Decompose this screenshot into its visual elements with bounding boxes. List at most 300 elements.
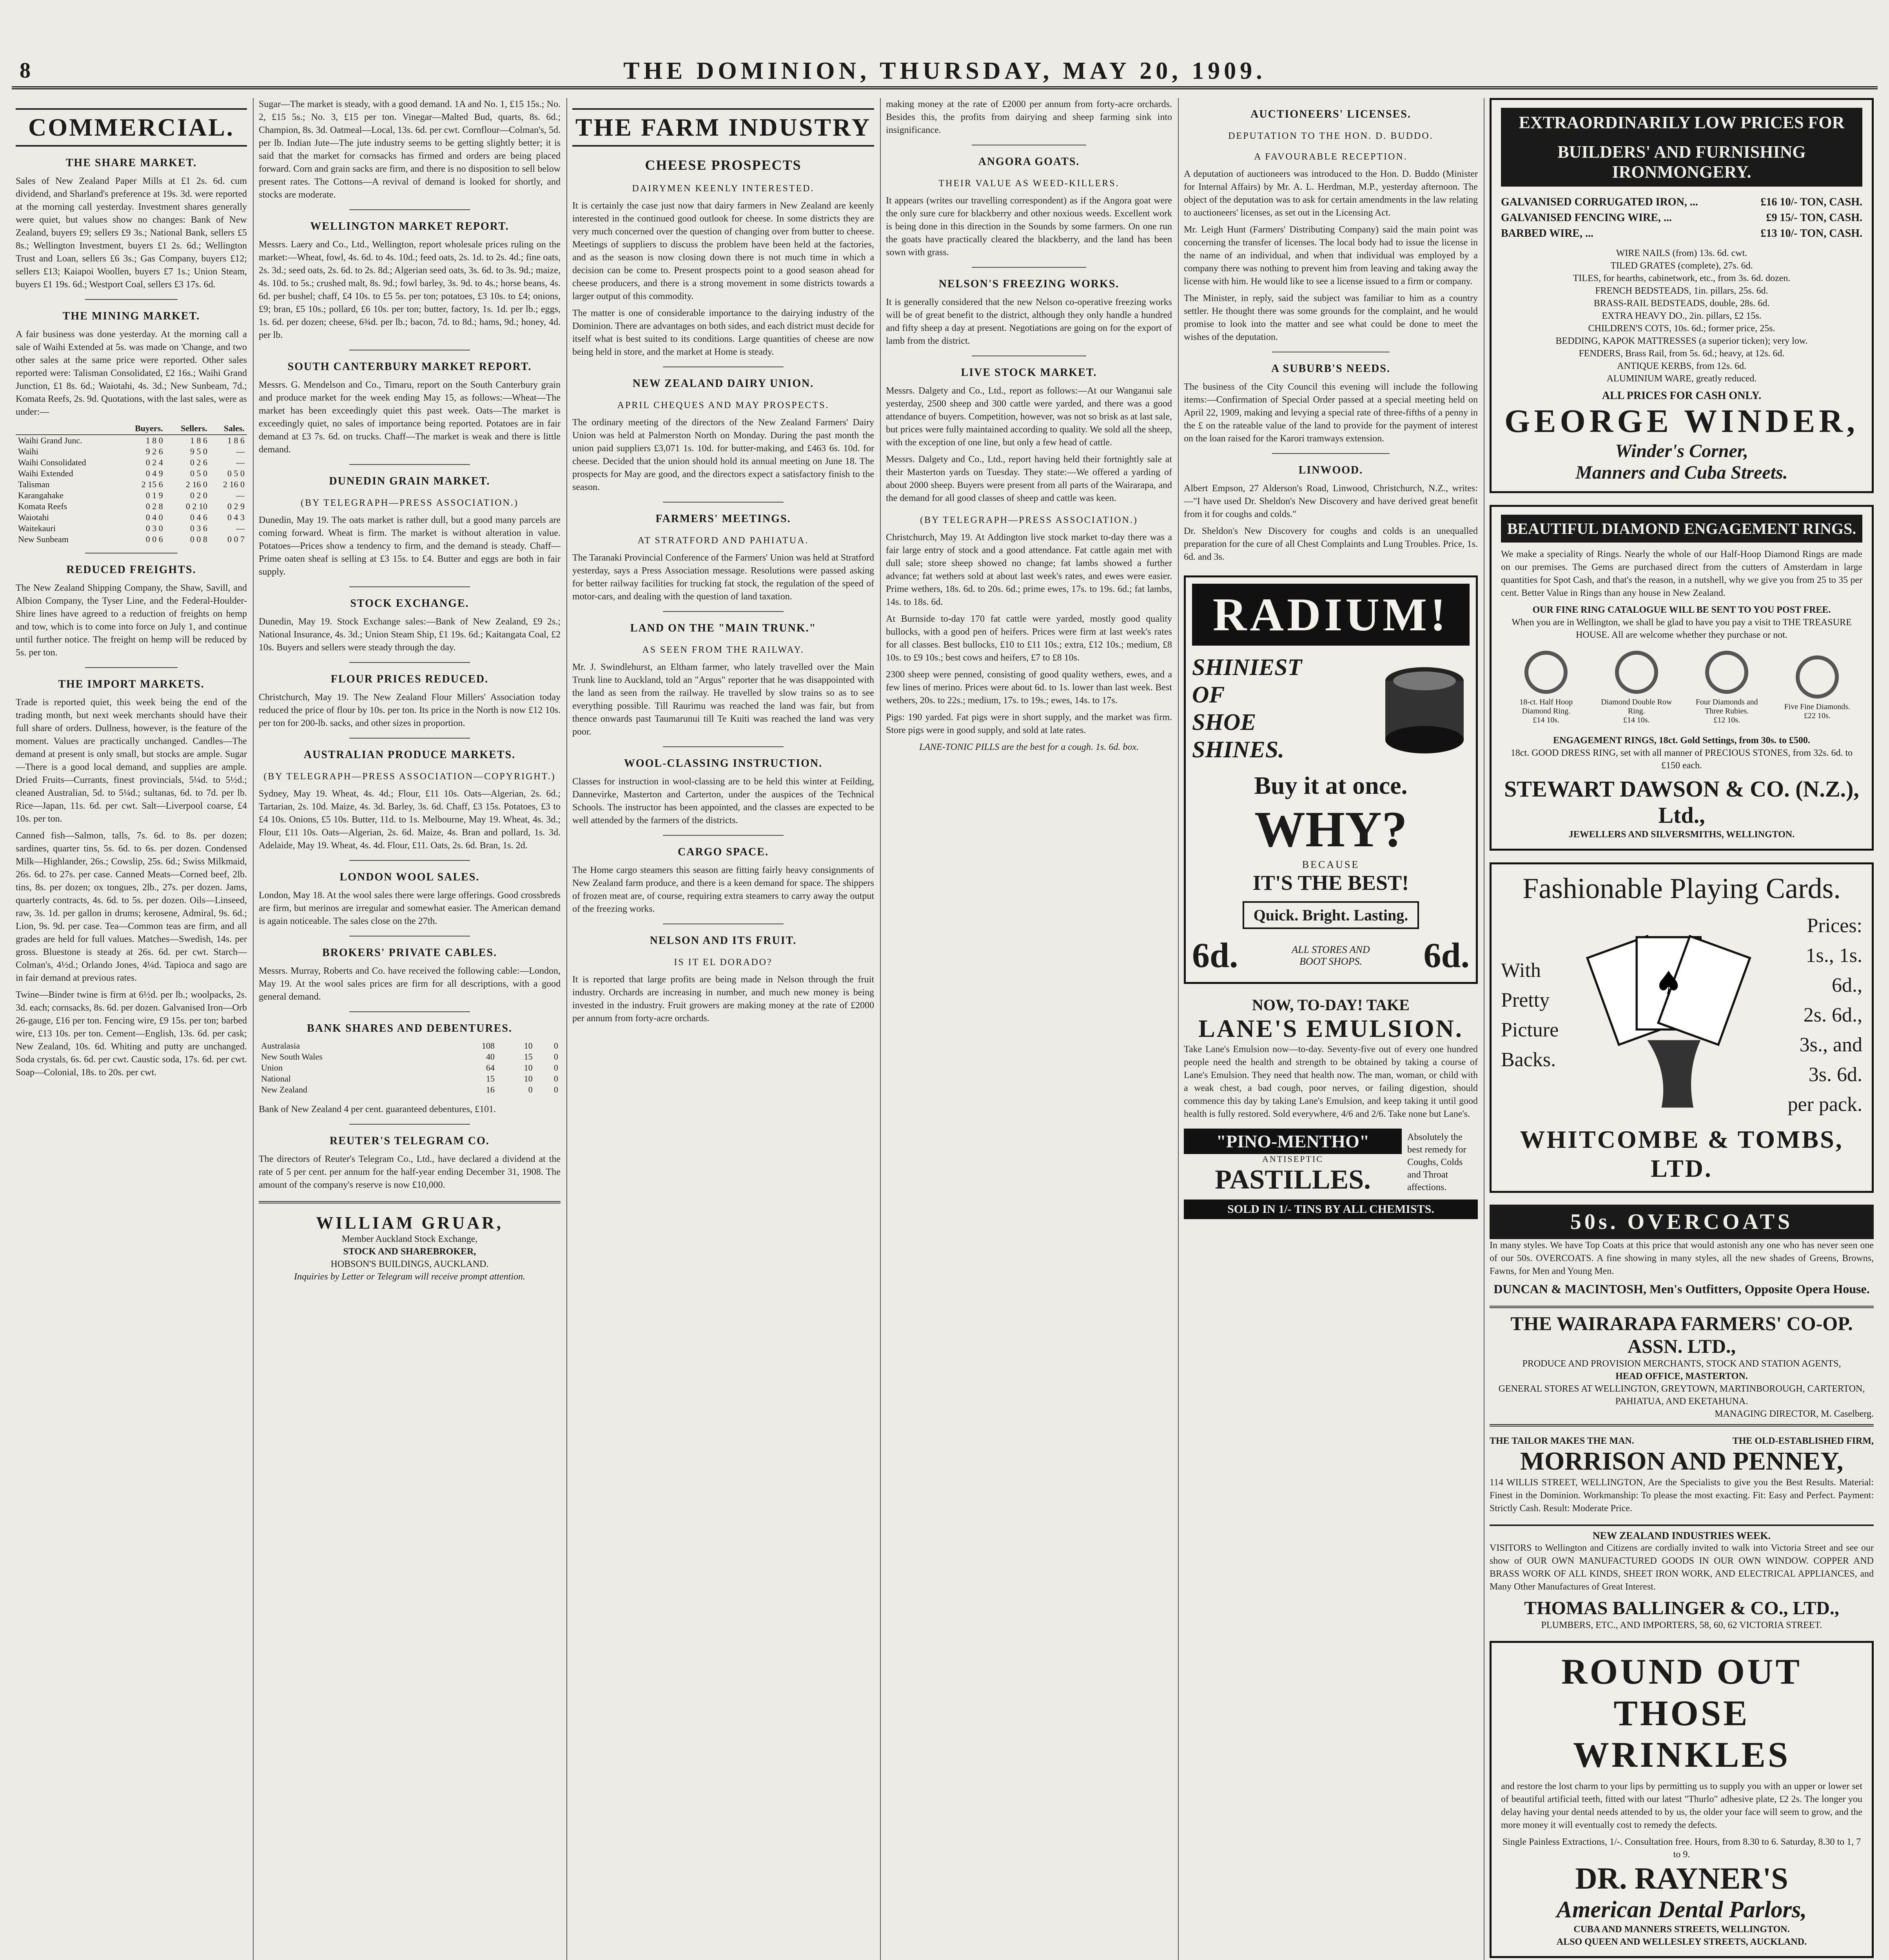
table-cell: 0 4 0 bbox=[145, 512, 163, 522]
stewart-dawson-name: STEWART DAWSON & CO. (N.Z.), Ltd., bbox=[1504, 776, 1859, 828]
table-cell: 64 bbox=[486, 1063, 495, 1073]
table-cell: 0 2 9 bbox=[227, 501, 245, 511]
rayner-text: and restore the lost charm to your lips by permitting us to supply you with an upper or lower set of beautiful artificial teeth, fitted with our latest "Thurlo" adhesive plate, £2 2s. The longer you delay having your dental needs attended to by us, the older your face will seem to grow, and the more money it will eventually cost to remedy the defects. bbox=[1501, 1781, 1862, 1830]
masthead bbox=[12, 55, 1878, 89]
table-row bbox=[16, 457, 247, 468]
article-heading: FARMERS' MEETINGS. bbox=[655, 513, 791, 525]
rayner-address: CUBA AND MANNERS STREETS, WELLINGTON. bbox=[1573, 1924, 1790, 1935]
winder-name: GEORGE WINDER, bbox=[1504, 403, 1859, 439]
table-cell: 0 2 6 bbox=[190, 457, 207, 467]
broker-ad-footnote: Inquiries by Letter or Telegram will receive prompt attention. bbox=[294, 1272, 525, 1282]
article-heading: ANGORA GOATS. bbox=[978, 156, 1080, 168]
column-auctioneers bbox=[1184, 98, 1478, 1960]
article-text: Messrs. Dalgety and Co., Ltd., report as follows:—At our Wanganui sale yesterday, 2500 sheep and 300 cattle were yarded, and there was a good attendance of buyers. Competition, however, was not so brisk as at last sale, but prices were fully maintained according to quality. We sold all the sheep, with the exception of one line, but only a few head of cattle. bbox=[886, 386, 1172, 448]
divider bbox=[972, 267, 1086, 268]
table-cell: 0 1 9 bbox=[145, 490, 163, 500]
article-text: Twine—Binder twine is firm at 6½d. per lb.; woolpacks, 2s. 3d. each; cornsacks, 8s. 6d. per dozen. Galvanised Iron—Orb 26-gauge, £16 per ton. Fencing wire, £9 15s. per ton; barbed wire, £13 10s. per ton. Cement—English, 13s. 6d. per cask; New Zealand, 10s. 6d. Whiting and putty are unchanged. Soda crystals, 6s. 6d. per cwt. Caustic soda, 17s. 6d. per cwt. Soap—Colonial, 18s. to 20s. per cwt. bbox=[16, 990, 247, 1078]
article-heading: LONDON WOOL SALES. bbox=[339, 871, 480, 883]
pino-foot: SOLD IN 1/- TINS BY ALL CHEMISTS. bbox=[1184, 1200, 1478, 1219]
table-cell: 0 4 3 bbox=[227, 512, 245, 522]
bank-shares-table bbox=[259, 1040, 561, 1095]
winder-corner: Winder's Corner, bbox=[1615, 441, 1748, 461]
table-cell: 10 bbox=[524, 1074, 533, 1083]
article-text: Trade is reported quiet, this week being the end of the trading month, but next week merchants should have their full share of orders. Dullness, however, is the feature of the moment. Values are practically unchanged. Candles—The demand at present is only small, but stocks are ample. Sugar—There is a good local demand, and supplies are ample. Dried Fruits—Currants, finest provincials, 5¼d. to 5½d.; cleaned Australian, 5d. to 5¼d.; sultanas, 6d. to 7d. per lb. Rice—Japan, 11s. 6d. per cwt. Salt—Liverpool coarse, £4 10s. per ton. bbox=[16, 697, 247, 824]
ironmongery-title: BUILDERS' AND FURNISHING IRONMONGERY. bbox=[1501, 137, 1862, 187]
table-cell: 0 5 0 bbox=[190, 468, 207, 478]
broker-ad-line: STOCK AND SHAREBROKER, bbox=[343, 1247, 476, 1257]
overcoats-text: In many styles. We have Top Coats at this price that would astonish any one who has never seen one of our 50s. OVERCOATS. A fine showing in many styles, all the new shades of Greens, Browns, Fawns, for Men and Young Men. bbox=[1490, 1240, 1874, 1276]
table-cell: New Sunbeam bbox=[18, 534, 69, 544]
article-text: A deputation of auctioneers was introduced to the Hon. D. Buddo (Minister for Internal Affairs) by Mr. A. L. Herdman, M.P., yesterday afternoon. The object of the deputation was to ask for certain amendments in the law relating to auctioneers' licenses, as set out in the Licensing Act. bbox=[1184, 169, 1478, 218]
radium-tagline: SHINES. bbox=[1192, 737, 1285, 762]
table-row bbox=[16, 468, 247, 479]
divider bbox=[349, 860, 470, 861]
table-cell: 2 16 0 bbox=[185, 479, 207, 489]
article-text: Classes for instruction in wool-classing are to be held this winter at Feilding, Dannevirke, Masterton and Carterton, under the auspices of the Technical Schools. The instructor has been appointed, and the classes are expected to be well attended by the farmers of the districts. bbox=[572, 777, 874, 826]
telegraph-credit: (BY TELEGRAPH—PRESS ASSOCIATION.) bbox=[920, 515, 1138, 525]
table-row bbox=[16, 435, 247, 446]
tailor-left: THE TAILOR MAKES THE MAN. bbox=[1490, 1436, 1634, 1446]
rings-title: BEAUTIFUL DIAMOND ENGAGEMENT RINGS. bbox=[1501, 515, 1862, 543]
ring-price: £22 10s. bbox=[1804, 711, 1831, 720]
article-text: Bank of New Zealand 4 per cent. guaranteed debentures, £101. bbox=[259, 1104, 496, 1114]
table-cell: 0 2 0 bbox=[190, 490, 207, 500]
winder-streets: Manners and Cuba Streets. bbox=[1575, 462, 1788, 483]
ballinger-ad bbox=[1490, 1524, 1874, 1632]
article-heading: AUSTRALIAN PRODUCE MARKETS. bbox=[303, 749, 516, 761]
cards-left-line: Picture bbox=[1501, 1019, 1559, 1041]
table-row bbox=[259, 1084, 561, 1095]
table-cell: Karangahake bbox=[18, 490, 64, 500]
ballinger-sub: PLUMBERS, ETC., AND IMPORTERS, 58, 60, 62 VICTORIA STREET. bbox=[1541, 1620, 1822, 1630]
ring-item bbox=[1687, 651, 1767, 725]
article-text: The matter is one of considerable importance to the dairying industry of the Dominion. There are advantages on both sides, and each district must decide for itself what is best suited to its conditions. Large quantities of cheese are now being held in store, and the market at Home is steady. bbox=[572, 308, 874, 357]
table-cell: Waihi Extended bbox=[18, 468, 73, 478]
table-cell: 0 3 0 bbox=[145, 523, 163, 533]
article-subheading: DEPUTATION TO THE HON. D. BUDDO. bbox=[1228, 131, 1434, 141]
table-cell: New South Wales bbox=[261, 1052, 323, 1062]
article-text: The business of the City Council this evening will include the following items:—Confirmation of Special Order passed at a special meeting held on April 22, 1909, making and levying a special rate of three-fifths of a penny in the £ on the rateable value of the land to provide for the payment of interest on the loan raised for the Karori tramways extension. bbox=[1184, 382, 1478, 444]
ironmongery-title: EXTRAORDINARILY LOW PRICES FOR bbox=[1501, 108, 1862, 137]
divider bbox=[349, 209, 470, 210]
lanes-name: LANE'S EMULSION. bbox=[1198, 1014, 1463, 1042]
ring-price: £14 10s. bbox=[1533, 716, 1560, 724]
rings-visit: When you are in Wellington, we shall be glad to have you pay a visit to THE TREASURE HOUSE. All are welcome whether they purchase or not. bbox=[1512, 617, 1852, 640]
wairarapa-line: HEAD OFFICE, MASTERTON. bbox=[1615, 1371, 1748, 1381]
radium-quick: Quick. Bright. Lasting. bbox=[1243, 901, 1419, 929]
table-cell: — bbox=[236, 490, 245, 500]
pino-name2: PASTILLES. bbox=[1215, 1165, 1371, 1195]
article-heading: LIVE STOCK MARKET. bbox=[961, 367, 1097, 379]
radium-stores: ALL STORES AND BOOT SHOPS. bbox=[1292, 944, 1370, 967]
table-cell: Union bbox=[261, 1063, 283, 1073]
table-cell: Waihi Consolidated bbox=[18, 457, 86, 467]
morrison-penney-name: MORRISON AND PENNEY, bbox=[1520, 1447, 1844, 1475]
table-header: Sales. bbox=[210, 423, 247, 435]
ring-icon bbox=[1524, 651, 1568, 694]
cards-price-text bbox=[1779, 911, 1862, 1120]
page-number: 8 bbox=[20, 58, 31, 83]
table-cell: 0 0 7 bbox=[227, 534, 245, 544]
ironmongery-price-list bbox=[1501, 194, 1862, 241]
table-cell: — bbox=[236, 446, 245, 456]
radium-tagline: SHOE bbox=[1192, 709, 1256, 735]
ring-price: £14 10s. bbox=[1623, 716, 1650, 724]
column-advertisements bbox=[1490, 98, 1874, 1960]
article-heading: LAND ON THE "MAIN TRUNK." bbox=[630, 622, 817, 634]
ironmongery-item: BRASS-RAIL BEDSTEADS, double, 28s. 6d. bbox=[1593, 298, 1770, 309]
rayner-address: ALSO QUEEN AND WELLESLEY STREETS, AUCKLAND. bbox=[1556, 1937, 1807, 1947]
table-cell: 15 bbox=[486, 1074, 495, 1083]
radium-price: 6d. bbox=[1192, 936, 1238, 975]
article-text: Christchurch, May 19. The New Zealand Flour Millers' Association today reduced the price of flour by 10s. per ton. Its price in the North is now £12 10s. per ton for 200-lb. sacks, and other sizes in proportion. bbox=[259, 692, 561, 728]
ring-icon bbox=[1796, 655, 1839, 699]
ring-name: 18-ct. Half Hoop Diamond Ring. bbox=[1519, 698, 1573, 715]
article-text: It is reported that large profits are being made in Nelson through the fruit industry. Orchards are increasing in number, and much new money is being invested in the industry. Fruit growers are making money at the rate of £2000 per annum from forty-acre orchards. bbox=[572, 975, 874, 1024]
table-cell: New Zealand bbox=[261, 1085, 307, 1094]
article-text: Mr. Leigh Hunt (Farmers' Distributing Company) said the main point was concerning the transfer of licenses. The local body had to issue the license in the name of an individual, and when that individual was employed by a company there was nothing to prevent him from leaving and taking away the license with him. He would like to see a license issued to a firm or company. bbox=[1184, 225, 1478, 287]
tailor-ad bbox=[1490, 1436, 1874, 1515]
table-header: Buyers. bbox=[119, 423, 165, 435]
telegraph-credit: (BY TELEGRAPH—PRESS ASSOCIATION.) bbox=[301, 498, 519, 508]
divider bbox=[663, 835, 784, 836]
table-row bbox=[259, 1040, 561, 1051]
rayner-title: THOSE WRINKLES bbox=[1573, 1693, 1791, 1775]
ring-name: Four Diamonds and Three Rubies. bbox=[1695, 698, 1758, 715]
article-text: Sydney, May 19. Wheat, 4s. 4d.; Flour, £11 10s. Oats—Algerian, 2s. 6d.; Tartarian, 2s. 10d. Maize, 4s. 3d. Barley, 3s. 6d. Chaff, £3 15s. Potatoes, £3 to £4 10s. Onions, £5 10s. Butter, 11d. to 1s. Melbourne, May 19. Wheat, 4s. 3d.; Flour, £11 10s. Oats—Algerian, 2s. 6d. Maize, 4s. Bran and pollard, 1s. 3d. Adelaide, May 19. Wheat, 4s. 4d. Flour, £11. Oats, 2s. 6d. Bran, 1s. 2d. bbox=[259, 789, 561, 851]
article-text: It is certainly the case just now that dairy farmers in New Zealand are keenly interested in the continued good outlook for cheese. In some districts they are very much concerned over the question of changing over from butter to cheese. Meetings of suppliers to discuss the problem have been held at the factories, and as the season is now closing down there is not much time in which a decision can be come to. Present prospects point to a good season ahead for cheese producers, and there is a strong movement in some districts towards a larger output of this commodity. bbox=[572, 201, 874, 301]
ironmongery-items bbox=[1501, 247, 1862, 385]
mining-quotations-table bbox=[16, 423, 247, 545]
table-cell: 9 2 6 bbox=[145, 446, 163, 456]
radium-price: 6d. bbox=[1423, 936, 1470, 975]
table-cell: Australasia bbox=[261, 1041, 300, 1051]
playing-cards-ad bbox=[1490, 862, 1874, 1193]
stewart-dawson-sub: JEWELLERS AND SILVERSMITHS, WELLINGTON. bbox=[1568, 829, 1795, 840]
article-text: The Home cargo steamers this season are fitting fairly heavy consignments of New Zealand farm produce, and there is a keen demand for space. The shippers of frozen meat are, of course, requiring extra steamers to carry away the output of the freezing works. bbox=[572, 865, 874, 914]
table-cell: 10 bbox=[524, 1041, 533, 1051]
article-text: The New Zealand Shipping Company, the Shaw, Savill, and Albion Company, the Tyser Line, and the Federal-Houlder-Shire lines have agreed to a reduction of freights on hemp and tow, which is to come into force on July 1, and continue until further notice. The freight on hemp will be reduced by 5s. per ton. bbox=[16, 583, 247, 658]
rings-catalogue: OUR FINE RING CATALOGUE WILL BE SENT TO YOU POST FREE. bbox=[1532, 605, 1831, 615]
ring-price: £12 10s. bbox=[1713, 716, 1740, 724]
ironmongery-item: TILED GRATES (complete), 27s. 6d. bbox=[1610, 261, 1753, 271]
cards-left-line: Backs. bbox=[1501, 1049, 1556, 1071]
table-cell: 0 bbox=[528, 1085, 533, 1094]
divider bbox=[1272, 453, 1390, 454]
article-text: Albert Empson, 27 Alderson's Road, Linwood, Christchurch, N.Z., writes:—"I have used Dr. Sheldon's New Discovery and have derived great benefit from it for coughs and colds." bbox=[1184, 483, 1478, 519]
table-row bbox=[16, 501, 247, 512]
divider bbox=[349, 662, 470, 663]
cards-price-line: 1s., 1s. 6d., bbox=[1806, 944, 1862, 996]
table-cell: 0 bbox=[554, 1052, 558, 1062]
price-item: BARBED WIRE, ... bbox=[1501, 227, 1593, 240]
section-heading: COMMERCIAL. bbox=[16, 108, 247, 147]
ironmongery-item: WIRE NAILS (from) 13s. 6d. cwt. bbox=[1616, 248, 1747, 258]
table-cell: 0 0 6 bbox=[145, 534, 163, 544]
polish-tin-icon bbox=[1379, 657, 1470, 759]
article-text: Christchurch, May 19. At Addington live stock market to-day there was a fair large entry of stock and a good attendance. Fat cattle again met with dull sale; store sheep showed no change; fat lambs showed a further advance; fat wethers sold at about last week's rates, and ewes were easier. Prime wethers, 18s. 6d. to 20s. 6d.; prime ewes, 17s. to 19s. 6d.; fat lambs, 14s. to 18s. 6d. bbox=[886, 532, 1172, 607]
article-heading: THE SHARE MARKET. bbox=[65, 157, 197, 169]
tailor-text: 114 WILLIS STREET, WELLINGTON, Are the Specialists to give you the Best Results. Material: Finest in the Dominion. Workmanship: To please the most exacting. Fit: Easy and Perfect. Payment: Strictly Cash. Result: Moderate Price. bbox=[1490, 1477, 1874, 1514]
ironmongery-item: EXTRA HEAVY DO., 2in. pillars, £2 15s. bbox=[1602, 311, 1762, 321]
table-cell: National bbox=[261, 1074, 291, 1083]
broker-ad-line: Member Auckland Stock Exchange, bbox=[341, 1234, 478, 1244]
table-cell: 2 15 6 bbox=[141, 479, 163, 489]
price-item: GALVANISED FENCING WIRE, ... bbox=[1501, 212, 1672, 224]
table-cell: Waitekauri bbox=[18, 523, 56, 533]
table-cell: Talisman bbox=[18, 479, 50, 489]
divider bbox=[349, 1124, 470, 1125]
article-heading: REUTER'S TELEGRAM CO. bbox=[330, 1135, 490, 1147]
divider bbox=[259, 1201, 561, 1203]
rayner-sub: American Dental Parlors, bbox=[1556, 1896, 1807, 1922]
article-text: Dunedin, May 19. Stock Exchange sales:—Bank of New Zealand, £9 2s.; National Insurance, 4s. 3d.; Union Steam Ship, £1 19s. 6d.; Kaitangata Coal, £2 10s. Buyers and sellers were steady through the day. bbox=[259, 617, 561, 653]
table-cell: Waihi bbox=[18, 446, 38, 456]
article-text: 2300 sheep were penned, consisting of good quality wethers, ewes, and a few lines of merino. Prices were about 6d. to 1s. lower than last week. Best wethers, 20s. to 22s.; medium, 17s. to 19s.; ewes, 14s. to 17s. bbox=[886, 670, 1172, 706]
article-heading: DUNEDIN GRAIN MARKET. bbox=[329, 475, 490, 487]
price-value: £13 10/- TON, CASH. bbox=[1760, 227, 1862, 240]
article-text: Dr. Sheldon's New Discovery for coughs and colds is an unequalled preparation for the cure of all Chest Complaints and Lung Troubles. Price, 1s. 6d. and 3s. bbox=[1184, 526, 1478, 562]
price-row bbox=[1501, 210, 1862, 226]
table-row bbox=[16, 479, 247, 490]
broker-ad-title: WILLIAM GRUAR, bbox=[316, 1213, 503, 1232]
article-text: Pigs: 190 yarded. Fat pigs were in short supply, and the market was firm. Store pigs were in good supply, and sold at late rates. bbox=[886, 712, 1172, 735]
cards-price-line: 2s. 6d., bbox=[1803, 1004, 1862, 1026]
overcoats-ad bbox=[1490, 1205, 1874, 1296]
lanes-emulsion-ad bbox=[1184, 996, 1478, 1121]
article-subheading: AS SEEN FROM THE RAILWAY. bbox=[642, 645, 804, 655]
ironmongery-item: ANTIQUE KERBS, from 12s. 6d. bbox=[1617, 361, 1746, 371]
broker-ad-line: HOBSON'S BUILDINGS, AUCKLAND. bbox=[330, 1259, 489, 1269]
advert-line: LANE-TONIC PILLS are the best for a cough. 1s. 6d. box. bbox=[919, 742, 1139, 752]
duncan-macintosh-name: DUNCAN & MACINTOSH, Men's Outfitters, Opposite Opera House. bbox=[1493, 1282, 1870, 1296]
ring-icon bbox=[1615, 651, 1658, 694]
radium-tagline: OF bbox=[1192, 682, 1225, 708]
cards-price-line: 3s., and bbox=[1799, 1034, 1862, 1056]
ironmongery-item: CHILDREN'S COTS, 10s. 6d.; former price, 25s. bbox=[1588, 323, 1775, 334]
article-text: Canned fish—Salmon, talls, 7s. 6d. to 8s. per dozen; sardines, quarter tins, 5s. 6d. to 6s. per dozen. Condensed Milk—Highlander, 26s.; Cowslip, 25s. 6d.; Swiss Milkmaid, 26s. 6d. to 27s. per case. Canned Meats—Corned beef, 2lb. tins, 8s. per dozen; ox tongues, 2lb., 27s. per dozen. Jams, quarterly contracts, 4s. 6d. to 5s. per dozen. Oils—Linseed, raw, 3s. 1d. per gallon in drums; kerosene, Admiral, 9s. 6d.; Lion, 9s. 9d. per case. Tea—Common teas are firm, and all grades are held for full values. Matches—Swedish, 14s. per gross. Bluestone is steady at 26s. 6d. per cwt. Starch—Colman's, 4½d.; Orlando Jones, 4¼d. Tapioca and sago are in fair demand at previous rates. bbox=[16, 831, 247, 983]
divider bbox=[663, 746, 784, 747]
table-row bbox=[16, 534, 247, 545]
rings-text: We make a speciality of Rings. Nearly the whole of our Half-Hoop Diamond Rings are made on our premises. The Gems are purchased direct from the cutters of Amsterdam in large quantities for Spot Cash, and that's the reason, in a nutshell, why we give you from 25 to 35 per cent. Better Value in Rings than any house in New Zealand. bbox=[1501, 549, 1862, 598]
price-row bbox=[1501, 194, 1862, 210]
article-heading: REDUCED FREIGHTS. bbox=[66, 564, 196, 576]
ballinger-name: THOMAS BALLINGER & CO., LTD., bbox=[1524, 1598, 1839, 1619]
column-rule bbox=[880, 98, 881, 1960]
radium-tagline: SHINIEST bbox=[1192, 654, 1302, 680]
table-cell: — bbox=[236, 523, 245, 533]
article-subheading: A FAVOURABLE RECEPTION. bbox=[1254, 152, 1408, 162]
article-text: Sales of New Zealand Paper Mills at £1 2s. 6d. cum dividend, and Sharland's preference at 19s. 3d. were reported at the morning call yesterday. Investment shares generally were quiet, but values show no changes: Bank of New Zealand, buyers £9; sellers £9 3s.; National Bank, sellers £5 8s.; Wellington Investment, buyers £1 2s. 6d.; Wellington Trust and Loan, sellers £6 3s.; Gas Company, buyers £12; sellers £13; Kaiapoi Woollen, buyers £7 1s.; Union Steam, buyers £1 19s. 6d.; Westport Coal, sellers £3 17s. 6d. bbox=[16, 176, 247, 290]
wairarapa-line: PRODUCE AND PROVISION MERCHANTS, STOCK AND STATION AGENTS, bbox=[1522, 1359, 1841, 1369]
divider bbox=[349, 586, 470, 587]
table-row bbox=[16, 523, 247, 534]
price-row bbox=[1501, 226, 1862, 241]
cards-price-line: Prices: bbox=[1807, 915, 1862, 937]
ironmongery-item: BEDDING, KAPOK MATTRESSES (a superior ticken); very low. bbox=[1555, 336, 1808, 346]
divider bbox=[663, 611, 784, 612]
table-cell: 0 0 8 bbox=[190, 534, 207, 544]
table-row bbox=[259, 1073, 561, 1084]
table-cell: 1 8 6 bbox=[227, 436, 245, 445]
column-rule bbox=[253, 98, 254, 1960]
table-row bbox=[259, 1062, 561, 1073]
lanes-text: Take Lane's Emulsion now—to-day. Seventy-five out of every one hundred people need the health and strength to be obtained by taking a course of Lane's Emulsion. They need that health now. The man, woman, or child with a weak chest, a bad cough, poor nerves, or failing digestion, should commence this day by taking Lane's Emulsion, and keep taking it until good health is fully restored. Sold everywhere, 4/6 and 2/6. Take none but Lane's. bbox=[1184, 1044, 1478, 1119]
wairarapa-farmers-ad bbox=[1490, 1306, 1874, 1426]
article-text: Messrs. Dalgety and Co., Ltd., report having held their fortnightly sale at their Masterton yards on Tuesday. They state:—We offered a yarding of about 2000 sheep. Buyers were present from all parts of the Wairarapa, and the demand for all good classes of sheep and cattle was keen. bbox=[886, 454, 1172, 503]
article-subheading: AT STRATFORD AND PAHIATUA. bbox=[637, 535, 809, 546]
table-cell: 40 bbox=[486, 1052, 495, 1062]
wairarapa-title: THE WAIRARAPA FARMERS' CO-OP. ASSN. LTD., bbox=[1510, 1312, 1853, 1357]
table-cell: 0 3 6 bbox=[190, 523, 207, 533]
article-text: Sugar—The market is steady, with a good demand. 1A and No. 1, £15 15s.; No. 2, £15 5s.; No. 3, £15 per ton. Vinegar—Malted Bud, quarts, 8s. 6d.; Champion, 8s. 3d. Oatmeal—Local, 13s. 6d. per cwt. Cornflour—Colman's, 5d. per lb. Indian Jute—The jute industry seems to be getting slightly better; it is said that the market for cornsacks has firmed and orders are being placed forward. Corn and grain sacks are firm, and there is no disposition to sell below present rates. The Cottons—A revival of demand is looked for shortly, and stocks are moderate. bbox=[259, 99, 561, 200]
ironmongery-item: FRENCH BEDSTEADS, 1in. pillars, 25s. 6d. bbox=[1595, 286, 1768, 296]
price-item: GALVANISED CORRUGATED IRON, ... bbox=[1501, 196, 1698, 208]
article-text: London, May 18. At the wool sales there were large offerings. Good crossbreds are firm, but merinos are irregular and somewhat easier. The American demand is again noticeable. The sales close on the 27th. bbox=[259, 890, 561, 926]
article-heading: THE MINING MARKET. bbox=[62, 310, 200, 322]
table-cell: 9 5 0 bbox=[190, 446, 207, 456]
ironmongery-item: FENDERS, Brass Rail, from 5s. 6d.; heavy, at 12s. 6d. bbox=[1579, 348, 1785, 359]
article-heading: SOUTH CANTERBURY MARKET REPORT. bbox=[287, 361, 532, 373]
article-text: Mr. J. Swindlehurst, an Eltham farmer, who lately travelled over the Main Trunk line to Auckland, told an "Argus" reporter that he was disappointed with the land as seen from the railway. He travelled by slow trains so as to see everything possible. Till Raurimu was reached the land was fair, but from thence onwards past Taumarunui till Te Kuiti was reached the land was very poor. bbox=[572, 662, 874, 737]
article-heading: CARGO SPACE. bbox=[678, 846, 769, 858]
article-heading: BANK SHARES AND DEBENTURES. bbox=[307, 1022, 512, 1034]
ring-name: Diamond Double Row Ring. bbox=[1601, 698, 1672, 715]
article-text: The directors of Reuter's Telegram Co., Ltd., have declared a dividend at the rate of 5 per cent. per annum for the half-year ending December 31, 1908. The amount of the company's reserve is now £10,000. bbox=[259, 1154, 561, 1190]
table-row bbox=[16, 490, 247, 501]
divider bbox=[85, 299, 178, 300]
table-cell: 16 bbox=[486, 1085, 495, 1094]
cards-price-line: 3s. 6d. bbox=[1808, 1063, 1862, 1086]
pino-mentho-ad bbox=[1184, 1129, 1478, 1196]
table-cell: Waihi Grand Junc. bbox=[18, 436, 82, 445]
article-heading: A SUBURB'S NEEDS. bbox=[1271, 363, 1390, 375]
rayner-name: DR. RAYNER'S bbox=[1575, 1861, 1788, 1895]
radium-title: RADIUM! bbox=[1192, 584, 1470, 646]
divider bbox=[663, 502, 784, 503]
section-heading: THE FARM INDUSTRY bbox=[572, 108, 874, 147]
column-rule bbox=[1178, 98, 1179, 1960]
table-cell: 0 bbox=[554, 1074, 558, 1083]
table-cell: 2 16 0 bbox=[223, 479, 245, 489]
table-cell: 0 2 8 bbox=[145, 501, 163, 511]
rings-foot2: 18ct. GOOD DRESS RING, set with all manner of PRECIOUS STONES, from 32s. 6d. to £150 each. bbox=[1510, 748, 1853, 771]
article-heading: BROKERS' PRIVATE CABLES. bbox=[322, 947, 497, 959]
table-cell: 10 bbox=[524, 1063, 533, 1073]
article-heading: WELLINGTON MARKET REPORT. bbox=[310, 220, 509, 232]
ring-icon bbox=[1705, 651, 1748, 694]
ironmongery-cash: ALL PRICES FOR CASH ONLY. bbox=[1602, 390, 1762, 402]
article-heading: WOOL-CLASSING INSTRUCTION. bbox=[624, 757, 823, 769]
cards-left-line: Pretty bbox=[1501, 989, 1550, 1011]
article-heading: LINWOOD. bbox=[1298, 464, 1363, 476]
price-value: £16 10/- TON, CASH. bbox=[1760, 196, 1862, 208]
table-cell: Komata Reefs bbox=[18, 501, 67, 511]
article-text: It appears (writes our travelling correspondent) as if the Angora goat were the only sure cure for blackberry and other noxious weeds. Excellent work is being done in this direction in the Sounds by some farmers. On one run the goats have practically cleared the blackberry, and the land has been sown with grass. bbox=[886, 196, 1172, 258]
table-row bbox=[16, 446, 247, 457]
article-text: The Minister, in reply, said the subject was familiar to him as a country settler. He thought there was some grounds for the complaint, and he would promise to look into the matter and see what could be done to meet the wishes of the deputation. bbox=[1184, 293, 1478, 342]
diamond-rings-ad bbox=[1490, 505, 1874, 851]
ring-item bbox=[1597, 651, 1676, 725]
rayner-fees: Single Painless Extractions, 1/-. Consultation free. Hours, from 8.30 to 6. Saturday, 8.30 to 1, 7 to 9. bbox=[1502, 1837, 1861, 1860]
divider bbox=[85, 667, 178, 668]
tailor-right: THE OLD-ESTABLISHED FIRM, bbox=[1732, 1436, 1874, 1446]
cards-left-text bbox=[1501, 956, 1559, 1075]
table-cell: 1 8 6 bbox=[190, 436, 207, 445]
article-heading: NEW ZEALAND DAIRY UNION. bbox=[632, 377, 814, 390]
ironmongery-item: ALUMINIUM WARE, greatly reduced. bbox=[1606, 374, 1757, 384]
article-subheading: THEIR VALUE AS WEED-KILLERS. bbox=[938, 178, 1120, 189]
article-text: Dunedin, May 19. The oats market is rather dull, but a good many parcels are coming forward. Wheat is firm. The market is without alteration in value. Potatoes—Prices show a tendency to firm, and the demand is steady. Chaff—Prime oaten sheaf is selling at £3 15s. to £4. Butter and eggs are both in fair supply. bbox=[259, 515, 561, 577]
table-cell: 0 bbox=[554, 1041, 558, 1051]
radium-polish-ad bbox=[1184, 575, 1478, 984]
table-row bbox=[16, 512, 247, 523]
article-text: It is generally considered that the new Nelson co-operative freezing works will be of great benefit to the district, although they only handle a hundred and fifty sheep a day at present. Negotiations are going on for the export of lamb from the district. bbox=[886, 297, 1172, 346]
wairarapa-line: GENERAL STORES AT WELLINGTON, GREYTOWN, MARTINBOROUGH, CARTERTON, PAHIATUA, AND EKETAHUNA. bbox=[1498, 1384, 1865, 1406]
column-livestock bbox=[886, 98, 1172, 1960]
article-subheading: IS IT EL DORADO? bbox=[674, 957, 773, 967]
article-text: Messrs. Laery and Co., Ltd., Wellington, report wholesale prices ruling on the market:—Wheat, fowl, 4s. 6d. to 4s. 10d.; feed oats, 2s. 1d. to 2s. 4d.; fine oats, 2s. 3d.; seed oats, 2s. 6d. to 2s. 8d.; Algerian seed oats, 3s. 6d. to 3s. 9d.; maize, 4s. 10d. to 5s.; crushed malt, 8s. 9d.; fowl barley, 3s. 9d. to 4s.; horse beans, 4s. 6d. per bushel; chaff, £4 10s. to £5 5s. per ton; potatoes, £3 10s. to £4; onions, £9; bran, £5 10s.; pollard, £6 10s. per ton; butter, factory, 1s. 1d. per lb.; eggs, 1s. 6d. per dozen; cheese, 6¾d. per lb.; bacon, 7d. to 8d.; hams, 9d.; honey, 4d. per lb. bbox=[259, 240, 561, 340]
dental-parlors-ad bbox=[1490, 1641, 1874, 1958]
playing-cards-icon bbox=[1559, 913, 1778, 1117]
column-commercial bbox=[16, 98, 247, 1960]
table-cell: 108 bbox=[481, 1041, 495, 1051]
article-heading: AUCTIONEERS' LICENSES. bbox=[1250, 108, 1411, 120]
article-text: The Taranaki Provincial Conference of the Farmers' Union was held at Stratford yesterday, says a Press Association message. Resolutions were passed asking for better railway facilities for trucking fat stock, the regulation of the speed of motor-cars, and dealing with the question of land taxation. bbox=[572, 553, 874, 602]
table-cell: 0 4 6 bbox=[190, 512, 207, 522]
rayner-title: ROUND OUT bbox=[1561, 1651, 1802, 1691]
table-cell: 15 bbox=[524, 1052, 533, 1062]
ring-name: Five Fine Diamonds. bbox=[1784, 702, 1850, 711]
ring-illustrations bbox=[1501, 651, 1862, 725]
table-cell: 0 bbox=[554, 1063, 558, 1073]
cards-title: Fashionable Playing Cards. bbox=[1522, 873, 1841, 905]
ironmongery-item: TILES, for hearths, cabinetwork, etc., from 3s. 6d. dozen. bbox=[1573, 273, 1791, 283]
article-text: At Burnside to-day 170 fat cattle were yarded, mostly good quality bullocks, with a good pen of heifers. Prices were firm at last week's rates for all classes. Best bullocks, £10 to £11 10s.; extra, £12 10s.; medium, £8 10s. to £9 10s.; best cows and heifers, £7 to £8 10s. bbox=[886, 614, 1172, 663]
table-header bbox=[16, 423, 119, 435]
article-text: Messrs. G. Mendelson and Co., Timaru, report on the South Canterbury grain and produce market for the week ending May 15, as follows:—Wheat—The market has been exceedingly quiet this past week. Oats—The market is exceedingly quiet, no sales of importance being reported. Potatoes are in fair demand at £3 7s. 6d. on trucks. Chaff—The market is weak and there is little demand. bbox=[259, 380, 561, 455]
article-heading: NELSON'S FREEZING WORKS. bbox=[938, 278, 1120, 290]
radium-because: BECAUSE bbox=[1302, 859, 1360, 870]
column-markets bbox=[259, 98, 561, 1960]
table-cell: 0 bbox=[554, 1085, 558, 1094]
ballinger-text: VISITORS to Wellington and Citizens are cordially invited to walk into Victoria Street and see our show of OUR OWN MANUFACTURED GOODS IN OUR OWN WINDOW. COPPER AND BRASS WORK OF ALL KINDS, SHEET IRON WORK, AND ELECTRICAL APPLIANCES, and Many Other Manufactures of Great Interest. bbox=[1490, 1543, 1874, 1592]
table-cell: 0 2 4 bbox=[145, 457, 163, 467]
article-heading: STOCK EXCHANGE. bbox=[350, 597, 469, 610]
article-heading: FLOUR PRICES REDUCED. bbox=[330, 673, 489, 685]
article-heading: NELSON AND ITS FRUIT. bbox=[650, 935, 797, 947]
svg-text:♠: ♠ bbox=[1654, 964, 1683, 1002]
ring-item bbox=[1777, 655, 1857, 720]
column-farm-industry bbox=[572, 98, 874, 1960]
article-subheading: DAIRYMEN KEENLY INTERESTED. bbox=[632, 183, 815, 194]
table-cell: — bbox=[236, 457, 245, 467]
article-text: Messrs. Murray, Roberts and Co. have received the following cable:—London, May 19. At the wool sales prices are firm for all descriptions, with a good general demand. bbox=[259, 966, 561, 1002]
article-heading: CHEESE PROSPECTS bbox=[645, 157, 802, 173]
divider bbox=[349, 464, 470, 465]
cards-left-line: With bbox=[1501, 959, 1541, 982]
table-row bbox=[259, 1051, 561, 1062]
radium-why: WHY? bbox=[1254, 801, 1407, 858]
radium-buy: Buy it at once. bbox=[1254, 771, 1408, 799]
pino-name: "PINO-MENTHO" bbox=[1184, 1129, 1402, 1154]
article-text: A fair business was done yesterday. At the morning call a sale of Waihi Extended at 5s. was made on 'Change, and two other sales at the same price were reported. Other sales reported were: Talisman Consolidated, £2 16s.; Waihi Grand Junction, £1 8s. 6d.; Waiotahi, 4s. 3d.; New Sunbeam, 7d.; Komata Reefs, 2s. 9d. Quotations, with the last sales, were as under:— bbox=[16, 329, 247, 417]
rings-foot: ENGAGEMENT RINGS, 18ct. Gold Settings, from 30s. to £500. bbox=[1553, 735, 1810, 746]
radium-best: IT'S THE BEST! bbox=[1252, 871, 1409, 895]
ironmongery-ad bbox=[1490, 98, 1874, 493]
column-rule bbox=[566, 98, 567, 1960]
pino-side: Absolutely the best remedy for Coughs, Colds and Throat affections. bbox=[1407, 1132, 1466, 1192]
